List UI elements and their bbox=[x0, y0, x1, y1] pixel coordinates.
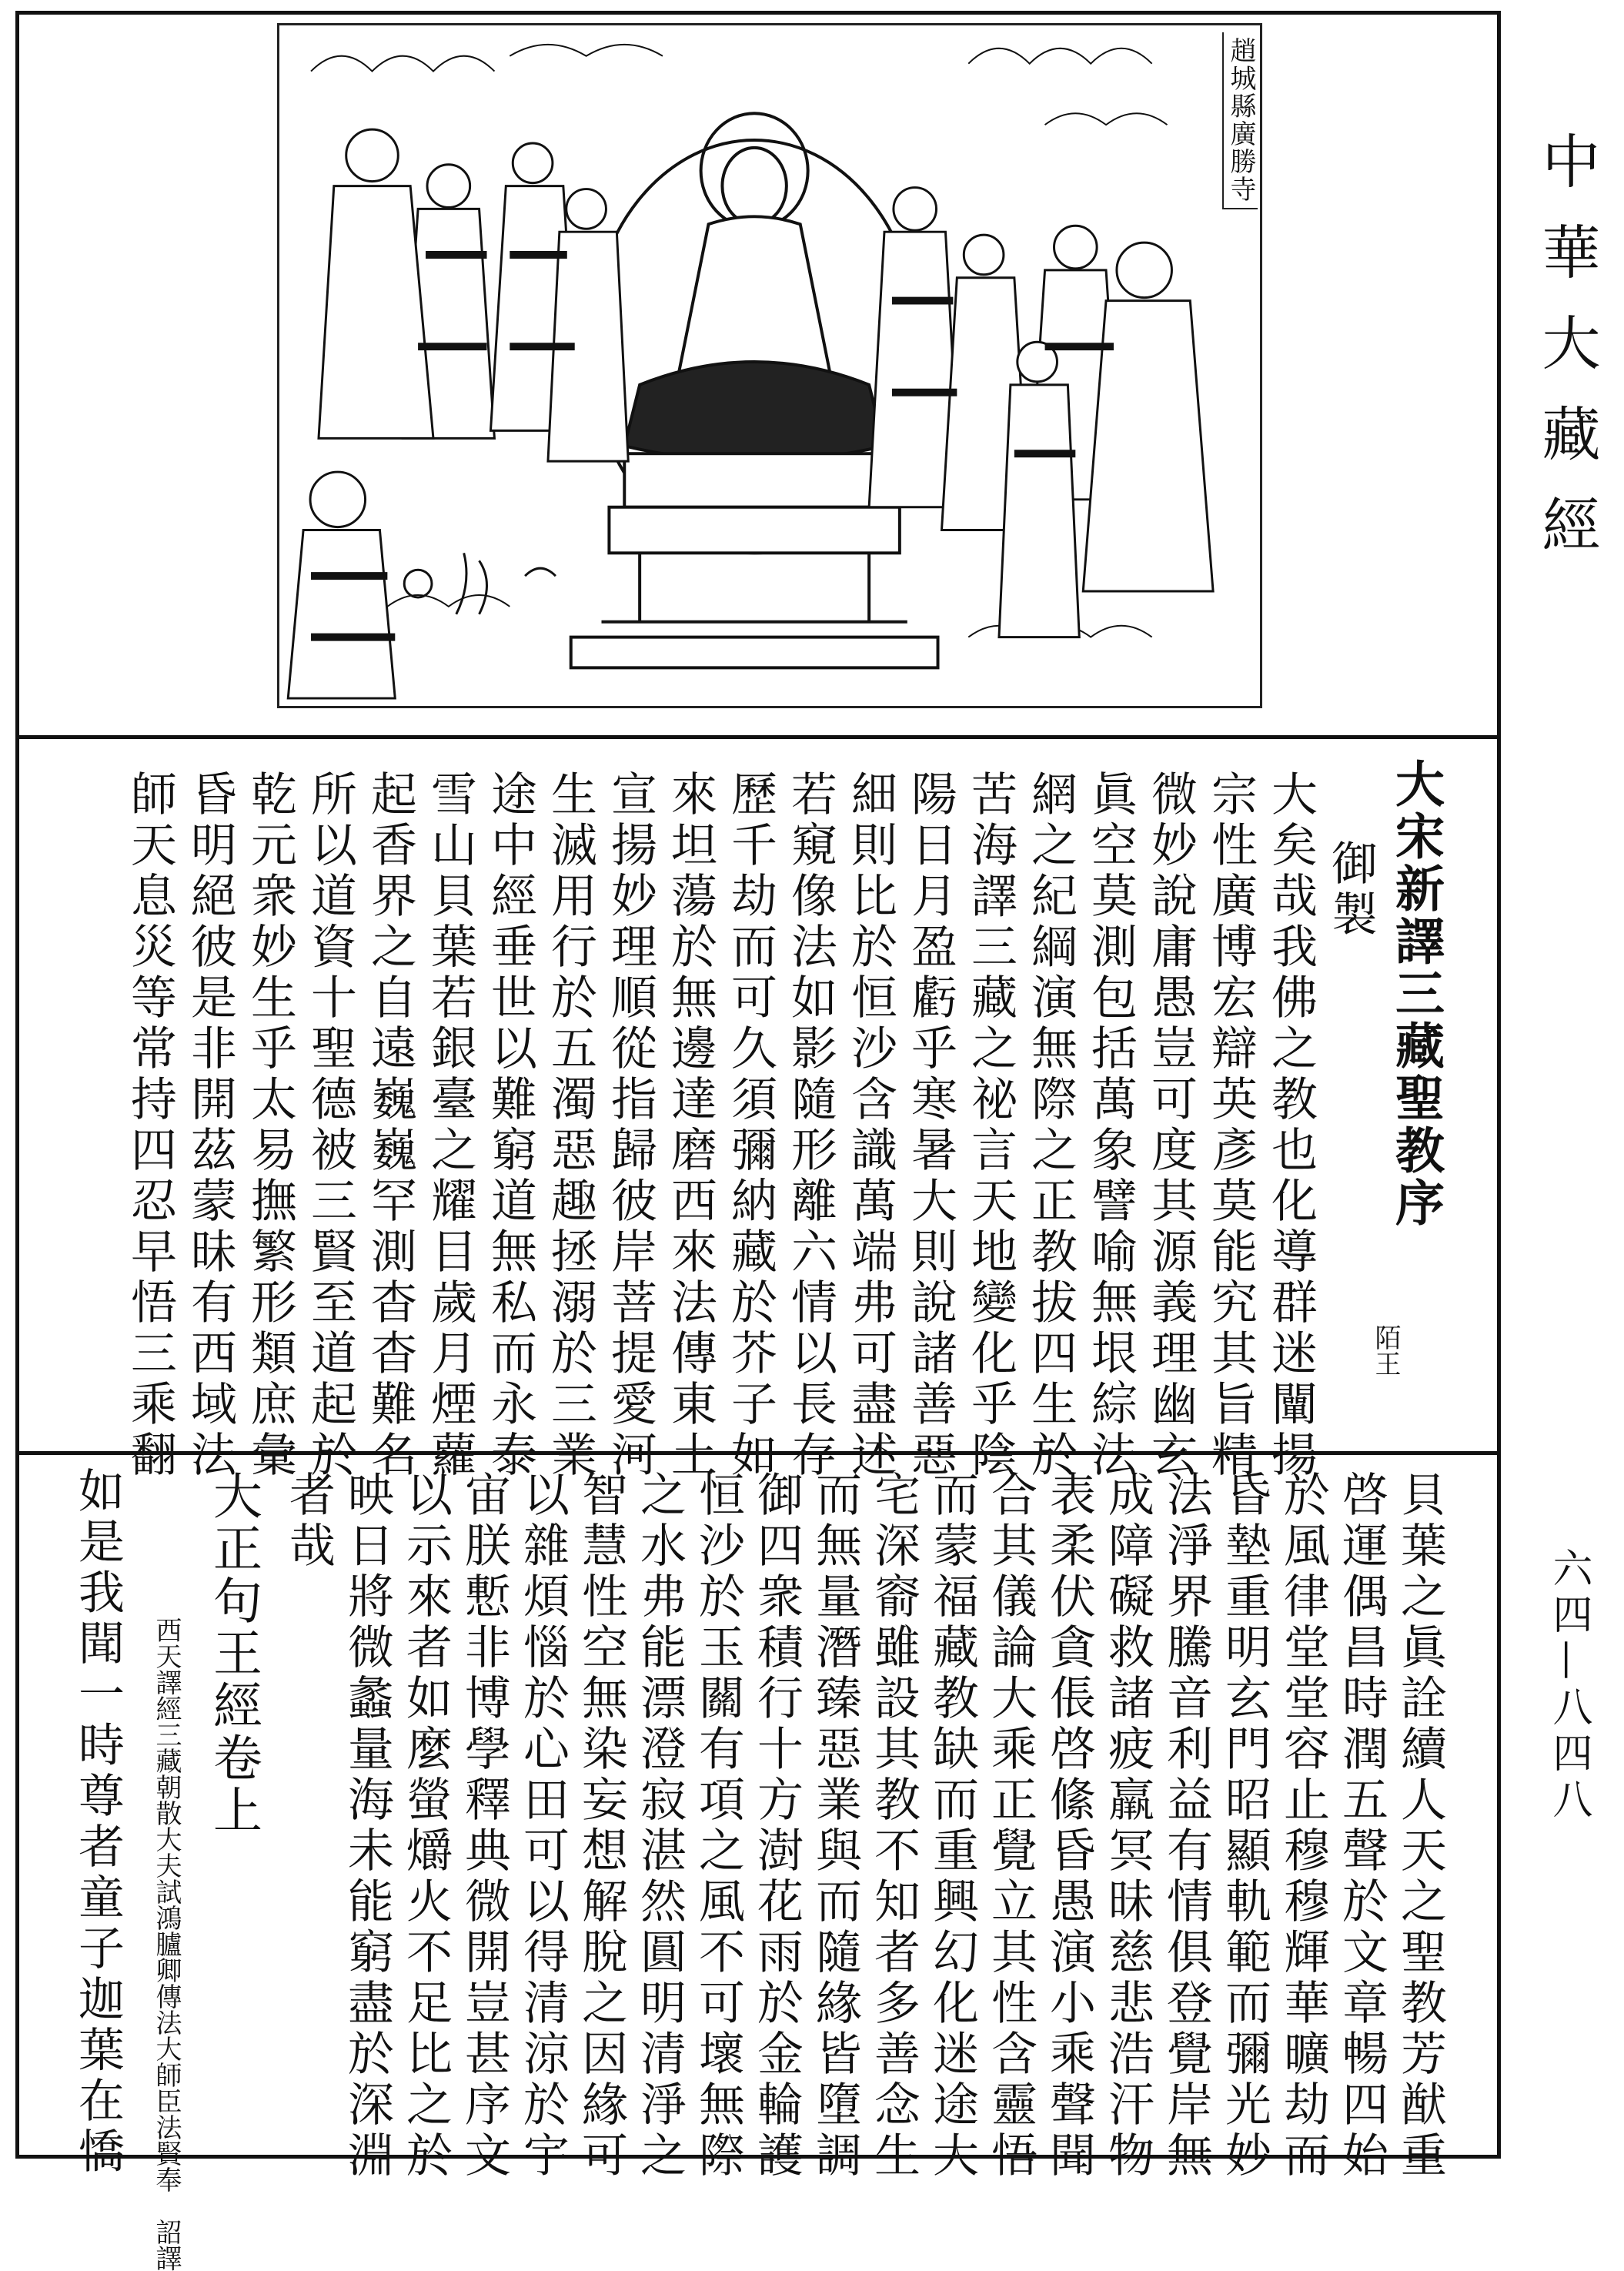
continuation-line: 貝葉之眞詮續人天之聖教芳猷重 bbox=[1393, 1470, 1447, 2182]
preface-line: 來坦蕩於無邊達磨西來法傳東土 bbox=[663, 770, 717, 1481]
preface-line: 生滅用行於五濁惡趣拯溺於三業 bbox=[543, 770, 597, 1481]
preface-line: 網之紀綱演無際之正教拔四生於 bbox=[1024, 770, 1078, 1481]
continuation-line: 而無量潛臻惡業與而隨緣皆墮調 bbox=[808, 1470, 862, 2182]
continuation-line: 智慧性空無染妄想解脫之因緣可 bbox=[574, 1470, 628, 2182]
preface-line: 師天息災等常持四忍早悟三乘翻 bbox=[123, 770, 177, 1481]
section-divider-top bbox=[15, 735, 1501, 739]
continuation-line: 於風律堂堂容止穆穆輝華曠劫而 bbox=[1276, 1470, 1330, 2182]
preface-line: 歷千劫而可久須彌納藏於芥子如 bbox=[723, 770, 777, 1481]
continuation-line: 以示來者如麼螢爝火不足比之於 bbox=[399, 1470, 453, 2182]
place-label: 趙城縣廣勝寺 bbox=[1222, 32, 1258, 209]
side-title: 中華大藏經 bbox=[1532, 131, 1601, 585]
opening-line: 如是我聞一時尊者童子迦葉在憍 bbox=[71, 1467, 125, 2178]
woodblock-illustration bbox=[277, 23, 1262, 708]
continuation-line: 映日將微蠡量海未能窮盡於深淵 bbox=[340, 1470, 394, 2182]
continuation-line: 成障礙救諸疲羸冥昧慈悲浩汗物 bbox=[1101, 1470, 1155, 2182]
preface-line: 苦海譯三藏之祕言天地變化乎陰 bbox=[964, 770, 1018, 1481]
preface-line: 微妙說庸愚豈可度其源義理幽玄 bbox=[1144, 770, 1198, 1481]
attendants-right bbox=[869, 188, 1213, 637]
continuation-line: 而蒙福藏教缺而重興幻化迷途大 bbox=[925, 1470, 979, 2182]
continuation-line: 恒沙於玉關有項之風不可壞無際 bbox=[691, 1470, 745, 2182]
preface-line: 雪山貝葉若銀臺之耀目歲月煙蘿 bbox=[423, 770, 477, 1481]
preface-line: 途中經垂世以難窮道無私而永泰 bbox=[483, 770, 537, 1481]
continuation-line: 者哉 bbox=[282, 1470, 336, 1572]
sutra-title: 大正句王經卷上 bbox=[205, 1470, 262, 1837]
preface-line: 起香界之自遠巍巍罕測杳杳難名 bbox=[363, 770, 417, 1481]
preface-line: 乾元衆妙生乎太易撫繁形類庶彙 bbox=[243, 770, 297, 1481]
continuation-line: 御四衆積行十方澍花雨於金輪護 bbox=[750, 1470, 804, 2182]
preface-footnote: 陌王 bbox=[1370, 1324, 1401, 1376]
preface-line: 細則比於恒沙含識萬端弗可盡述 bbox=[844, 770, 897, 1481]
continuation-line: 以雜煩惱於心田可以得清涼於宇 bbox=[516, 1470, 570, 2182]
continuation-line: 啓運偶昌時潤五聲於文章暢四始 bbox=[1335, 1470, 1388, 2182]
preface-line: 所以道資十聖德被三賢至道起於 bbox=[303, 770, 357, 1481]
preface-line: 陽日月盈虧乎寒暑大則說諸善惡 bbox=[904, 770, 957, 1481]
continuation-line: 法淨界騰音利益有情俱登覺岸無 bbox=[1159, 1470, 1213, 2182]
preface-line: 宣揚妙理順從指歸彼岸菩提愛河 bbox=[603, 770, 657, 1481]
ground-ornaments bbox=[404, 553, 556, 614]
preface-title: 大宋新譯三藏聖教序 bbox=[1387, 758, 1445, 1229]
preface-line: 昏明絕彼是非開茲蒙昧有西域法 bbox=[183, 770, 237, 1481]
attendants-left bbox=[288, 129, 628, 698]
translator-line: 西天譯經三藏朝散大夫試鴻臚卿傳法大師臣法賢奉 詔譯 bbox=[151, 1617, 182, 2271]
continuation-line: 宅深窬雖設其教不知者多善念生 bbox=[867, 1470, 921, 2182]
continuation-line: 宙朕慙非博學釋典微開豈甚序文 bbox=[457, 1470, 511, 2182]
preface-line: 若窺像法如影隨形離六情以長存 bbox=[784, 770, 837, 1481]
continuation-line: 昏墊重明玄門昭顯軌範而彌光妙 bbox=[1218, 1470, 1271, 2182]
preface-line: 大矣哉我佛之教也化導群迷闡揚 bbox=[1264, 770, 1318, 1481]
preface-line: 宗性廣博宏辯英彥莫能究其旨精 bbox=[1204, 770, 1258, 1481]
continuation-line: 合其儀論大乘正覺立其性含靈悟 bbox=[984, 1470, 1038, 2182]
preface-line: 眞空莫測包括萬象譬喻無垠綜法 bbox=[1084, 770, 1138, 1481]
page-number: 六四—八四八 bbox=[1545, 1547, 1592, 1824]
buddha-figure bbox=[624, 148, 884, 461]
continuation-line: 之水弗能漂澄寂湛然圓明清淨之 bbox=[633, 1470, 687, 2182]
continuation-line: 表柔伏貪倀啓絛昏愚演小乘聲聞 bbox=[1042, 1470, 1096, 2182]
preface-byline: 御製 bbox=[1324, 839, 1378, 941]
